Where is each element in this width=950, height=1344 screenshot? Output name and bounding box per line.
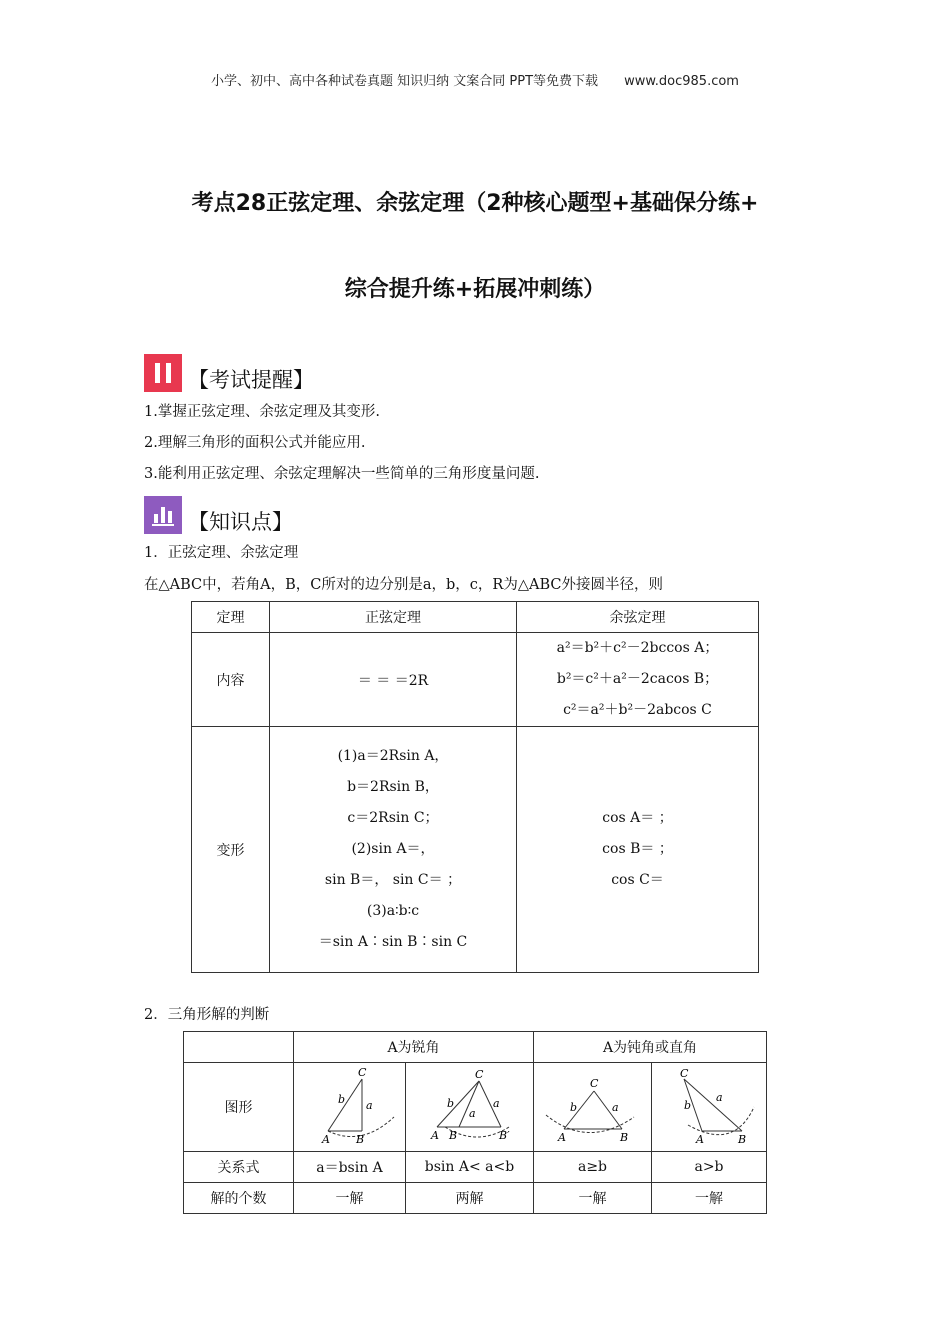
figure-1	[294, 1063, 406, 1152]
figure-4	[652, 1063, 767, 1152]
sine-var-5: sin B＝， sin C＝ ；	[324, 872, 462, 888]
subheading-1: 1．正弦定理、余弦定理	[144, 545, 299, 561]
relation-2: bsin A< a<b	[406, 1152, 534, 1183]
th-sine: 正弦定理	[270, 602, 517, 633]
triangle-right-figure	[300, 1067, 400, 1147]
fig2-label-Bprime: B′	[498, 1129, 510, 1142]
header-site[interactable]: www.doc985.com	[624, 74, 739, 89]
count-1: 一解	[294, 1183, 406, 1214]
row-content-label: 内容	[192, 633, 270, 727]
row-variation-label: 变形	[192, 727, 270, 973]
sine-var-7: ＝sin A∶sin B∶sin C	[318, 934, 468, 950]
sine-var-3: c＝2Rsin C；	[347, 810, 439, 826]
header-text: 小学、初中、高中各种试卷真题 知识归纳 文案合同 PPT等免费下载	[211, 74, 599, 89]
solution-table	[183, 1031, 767, 1214]
fig2-label-c: C	[474, 1068, 483, 1081]
fig2-label-a: a	[468, 1107, 476, 1120]
fig4-label-b: b	[684, 1099, 692, 1112]
row-relation-label: 关系式	[184, 1152, 294, 1183]
exam-reminder-heading	[144, 352, 314, 392]
reminder-item-2: 2.理解三角形的面积公式并能应用.	[144, 435, 366, 451]
row-figure-label: 图形	[184, 1063, 294, 1152]
th-cosine: 余弦定理	[517, 602, 759, 633]
theorem-table	[191, 601, 759, 973]
sine-variations	[270, 727, 517, 973]
fig4-label-B: B	[738, 1133, 747, 1146]
page-title-line2: 综合提升练+拓展冲刺练）	[344, 277, 606, 302]
bar-chart-icon	[144, 496, 182, 534]
fig1-label-B: B	[355, 1133, 364, 1146]
fig2-label-A: A	[430, 1129, 439, 1142]
triangle-obtuse-one-figure	[538, 1067, 648, 1147]
th-obtuse: A为钝角或直角	[534, 1032, 767, 1063]
cos-var-2: cos B＝ ；	[602, 841, 673, 857]
fig1-label-a: a	[365, 1099, 373, 1112]
fig1-label-A: A	[321, 1133, 330, 1146]
fig1-label-b: b	[337, 1093, 345, 1106]
sine-var-4: (2)sin A＝，	[351, 841, 435, 857]
reminder-item-1: 1.掌握正弦定理、余弦定理及其变形.	[144, 404, 380, 420]
subheading-2: 2．三角形解的判断	[144, 1007, 270, 1023]
cos-var-3: cos C＝	[611, 872, 664, 888]
cos-law-b: b²＝c²＋a²－2cacos B；	[556, 671, 719, 687]
fig3-label-b: b	[569, 1101, 577, 1114]
fig3-label-a: a	[611, 1101, 619, 1114]
cosine-variations	[517, 727, 759, 973]
cos-law-a: a²＝b²＋c²－2bccos A；	[556, 640, 719, 656]
relation-1: a＝bsin A	[294, 1152, 406, 1183]
fig3-label-c: C	[589, 1077, 598, 1090]
sine-var-6: (3)a∶b∶c	[366, 903, 420, 919]
fig2-label-B: B	[448, 1129, 457, 1142]
row-count-label: 解的个数	[184, 1183, 294, 1214]
figure-2	[406, 1063, 534, 1152]
fig3-label-A: A	[557, 1131, 566, 1144]
sine-var-2: b＝2Rsin B，	[347, 779, 439, 795]
cos-law-c: c²＝a²＋b²－2abcos C	[563, 702, 712, 718]
fig4-label-A: A	[696, 1133, 704, 1146]
fig2-label-a2: a	[492, 1097, 500, 1110]
fig1-label-c: C	[357, 1067, 366, 1079]
triangle-obtuse-two-figure	[654, 1067, 764, 1147]
relation-4: a>b	[652, 1152, 767, 1183]
cosine-content	[517, 633, 759, 727]
triangle-two-solutions-figure	[415, 1067, 525, 1147]
knowledge-label: 【知识点】	[188, 510, 293, 534]
cos-var-1: cos A＝ ；	[602, 810, 673, 826]
fig2-label-b: b	[446, 1097, 454, 1110]
fig3-label-B: B	[619, 1131, 628, 1144]
th-acute: A为锐角	[294, 1032, 534, 1063]
reminder-item-3: 3.能利用正弦定理、余弦定理解决一些简单的三角形度量问题.	[144, 466, 540, 482]
page-header	[0, 70, 950, 89]
count-2: 两解	[406, 1183, 534, 1214]
figure-3	[534, 1063, 652, 1152]
relation-3: a≥b	[534, 1152, 652, 1183]
intro-text: 在△ABC中，若角A，B，C所对的边分别是a，b，c，R为△ABC外接圆半径，则	[144, 577, 663, 593]
th-blank	[184, 1032, 294, 1063]
pause-icon	[144, 354, 182, 392]
exam-reminder-label: 【考试提醒】	[188, 368, 314, 392]
sine-var-1: (1)a＝2Rsin A，	[337, 748, 449, 764]
fig4-label-a: a	[716, 1091, 723, 1104]
th-theorem: 定理	[192, 602, 270, 633]
page-title-line1: 考点28正弦定理、余弦定理（2种核心题型+基础保分练+	[191, 191, 759, 216]
knowledge-heading	[144, 494, 293, 534]
count-3: 一解	[534, 1183, 652, 1214]
sine-content: ＝ ＝ ＝2R	[270, 633, 517, 727]
count-4: 一解	[652, 1183, 767, 1214]
fig4-label-c: C	[680, 1067, 689, 1080]
